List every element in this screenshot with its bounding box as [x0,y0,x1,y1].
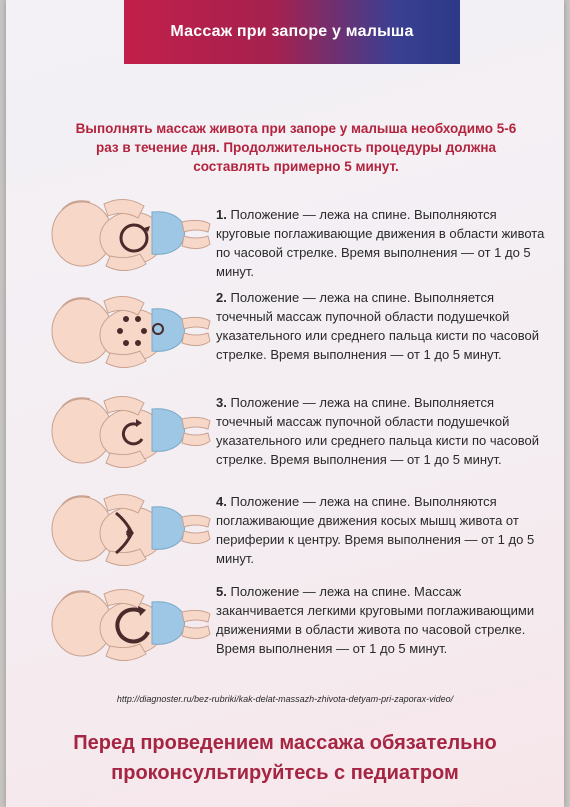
step-number: 2. [216,290,227,305]
step-2 [216,288,551,364]
warning-line-1: Перед проведением массажа обязательно [73,732,497,754]
baby-illustration-3 [34,389,214,475]
warning-text [6,728,564,788]
warning-line-2: проконсультируйтесь с педиатром [111,762,459,784]
intro-text: Выполнять массаж живота при запоре у малыша необходимо 5-6 раз в течение дня. Продолжительность процедуры должна составлять примерно 5 минут. [75,121,517,174]
baby-illustration-1 [34,192,214,278]
step-number: 4. [216,494,227,509]
step-4 [216,492,551,568]
step-text: Положение — лежа на спине. Выполняются поглаживающие движения косых мышц живота от периферии к центру. Время выполнения — от 1 до 5 минут. [216,494,535,566]
source-url: http://diagnoster.ru/bez-rubriki/kak-delat-massazh-zhivota-detyam-pri-zaporax-video/ [116,694,454,704]
baby-illustration-2 [34,289,214,375]
step-1 [216,205,551,281]
step-number: 3. [216,395,227,410]
step-text: Положение — лежа на спине. Выполняется точечный массаж пупочной области подушечкой указательного или среднего пальца кисти по часовой стрелке. Время выполнения — от 1 до 5 минут. [216,395,540,467]
step-text: Положение — лежа на спине. Выполняется точечный массаж пупочной области подушечкой указательного или среднего пальца кисти по часовой стрелке. Время выполнения — от 1 до 5 минут. [216,290,540,362]
step-text: Положение — лежа на спине. Выполняются круговые поглаживающие движения в области живота по часовой стрелке. Время выполнения — от 1 до 5 минут. [216,207,545,279]
step-3 [216,393,551,469]
baby-illustration-4 [34,487,214,573]
header-banner [124,0,460,64]
leaflet-page [6,0,564,807]
baby-illustration-5 [34,582,214,668]
page-title: Массаж при запоре у малыша [170,23,414,40]
step-number: 5. [216,584,227,599]
step-number: 1. [216,207,227,222]
step-5 [216,582,551,658]
step-text: Положение — лежа на спине. Массаж заканчивается легкими круговыми поглаживающими движениями в области живота по часовой стрелке. Время выполнения — от 1 до 5 минут. [216,584,535,656]
